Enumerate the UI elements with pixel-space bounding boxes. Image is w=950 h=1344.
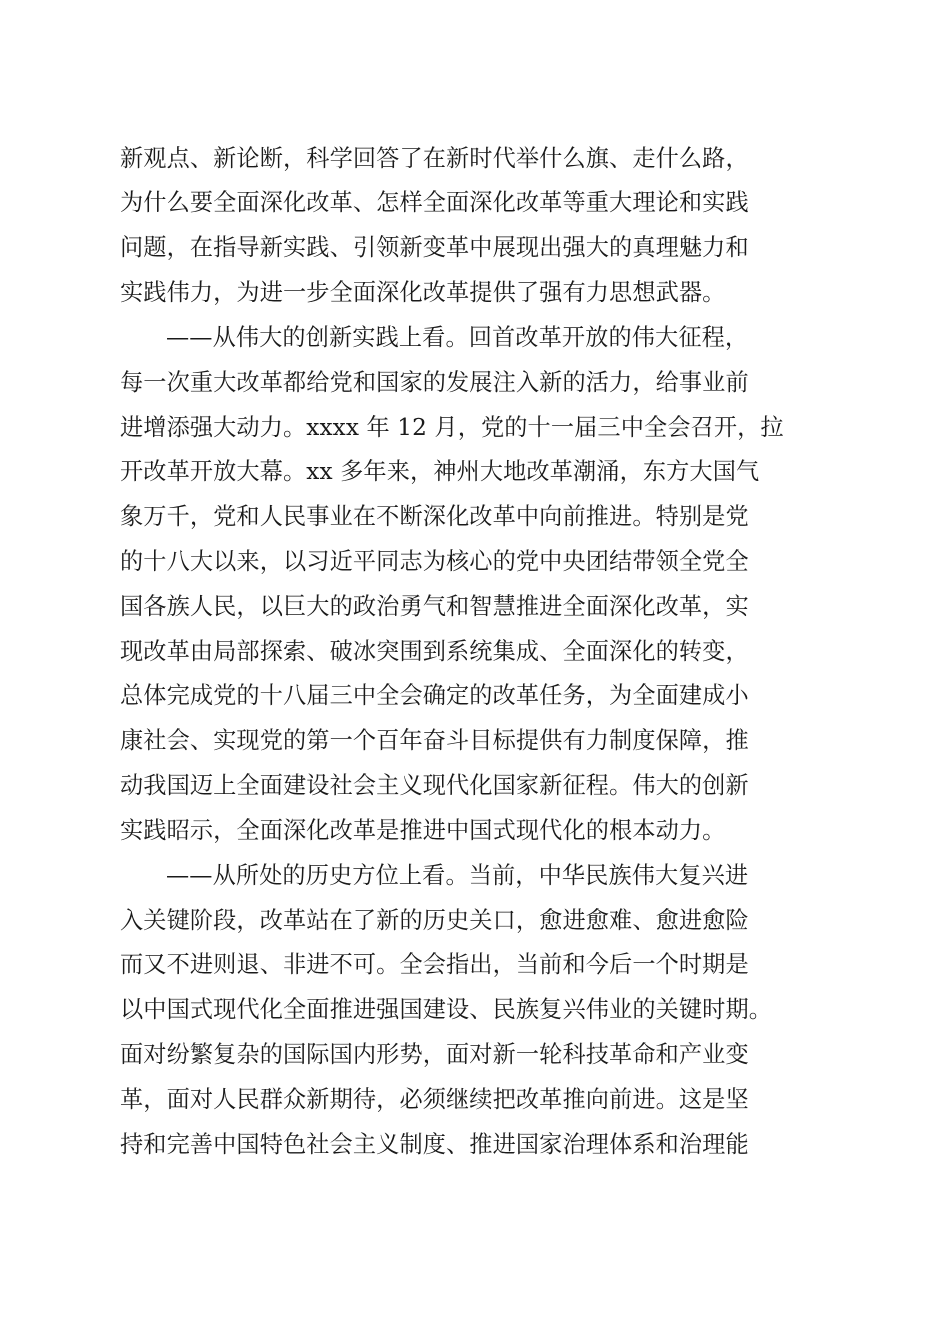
text-line: 而又不进则退、非进不可。全会指出，当前和今后一个时期是 — [120, 951, 749, 978]
text-line: 每一次重大改革都给党和国家的发展注入新的活力，给事业前 — [120, 369, 749, 396]
text-line: 以中国式现代化全面推进强国建设、民族复兴伟业的关键时期。 — [120, 996, 773, 1023]
paragraph-start-line: ——从伟大的创新实践上看。回首改革开放的伟大征程， — [166, 324, 749, 351]
text-line: 问题，在指导新实践、引领新变革中展现出强大的真理魅力和 — [120, 234, 749, 261]
text-line: 康社会、实现党的第一个百年奋斗目标提供有力制度保障，推 — [120, 727, 749, 754]
text-line: 革，面对人民群众新期待，必须继续把改革推向前进。这是坚 — [120, 1086, 749, 1113]
text-line: 面对纷繁复杂的国际国内形势，面对新一轮科技革命和产业变 — [120, 1041, 749, 1068]
text-line: 国各族人民，以巨大的政治勇气和智慧推进全面深化改革，实 — [120, 593, 749, 620]
paragraph-start-line: ——从所处的历史方位上看。当前，中华民族伟大复兴进 — [166, 862, 749, 889]
text-line: 总体完成党的十八届三中全会确定的改革任务，为全面建成小 — [120, 682, 749, 709]
text-line: 新观点、新论断，科学回答了在新时代举什么旗、走什么路， — [120, 145, 749, 172]
text-line: 入关键阶段，改革站在了新的历史关口，愈进愈难、愈进愈险 — [120, 907, 749, 934]
text-line: 象万千，党和人民事业在不断深化改革中向前推进。特别是党 — [120, 503, 749, 530]
text-line: 动我国迈上全面建设社会主义现代化国家新征程。伟大的创新 — [120, 772, 749, 799]
text-line: 为什么要全面深化改革、怎样全面深化改革等重大理论和实践 — [120, 189, 749, 216]
text-line: 的十八大以来，以习近平同志为核心的党中央团结带领全党全 — [120, 548, 749, 575]
text-line: 持和完善中国特色社会主义制度、推进国家治理体系和治理能 — [120, 1131, 749, 1158]
text-line: 进增添强大动力。xxxx 年 12 月，党的十一届三中全会召开，拉 — [120, 414, 784, 441]
text-line: 现改革由局部探索、破冰突围到系统集成、全面深化的转变， — [120, 638, 749, 665]
text-line: 实践昭示，全面深化改革是推进中国式现代化的根本动力。 — [120, 817, 726, 844]
text-line: 开改革开放大幕。xx 多年来，神州大地改革潮涌，东方大国气 — [120, 458, 760, 485]
text-line: 实践伟力，为进一步全面深化改革提供了强有力思想武器。 — [120, 279, 726, 306]
